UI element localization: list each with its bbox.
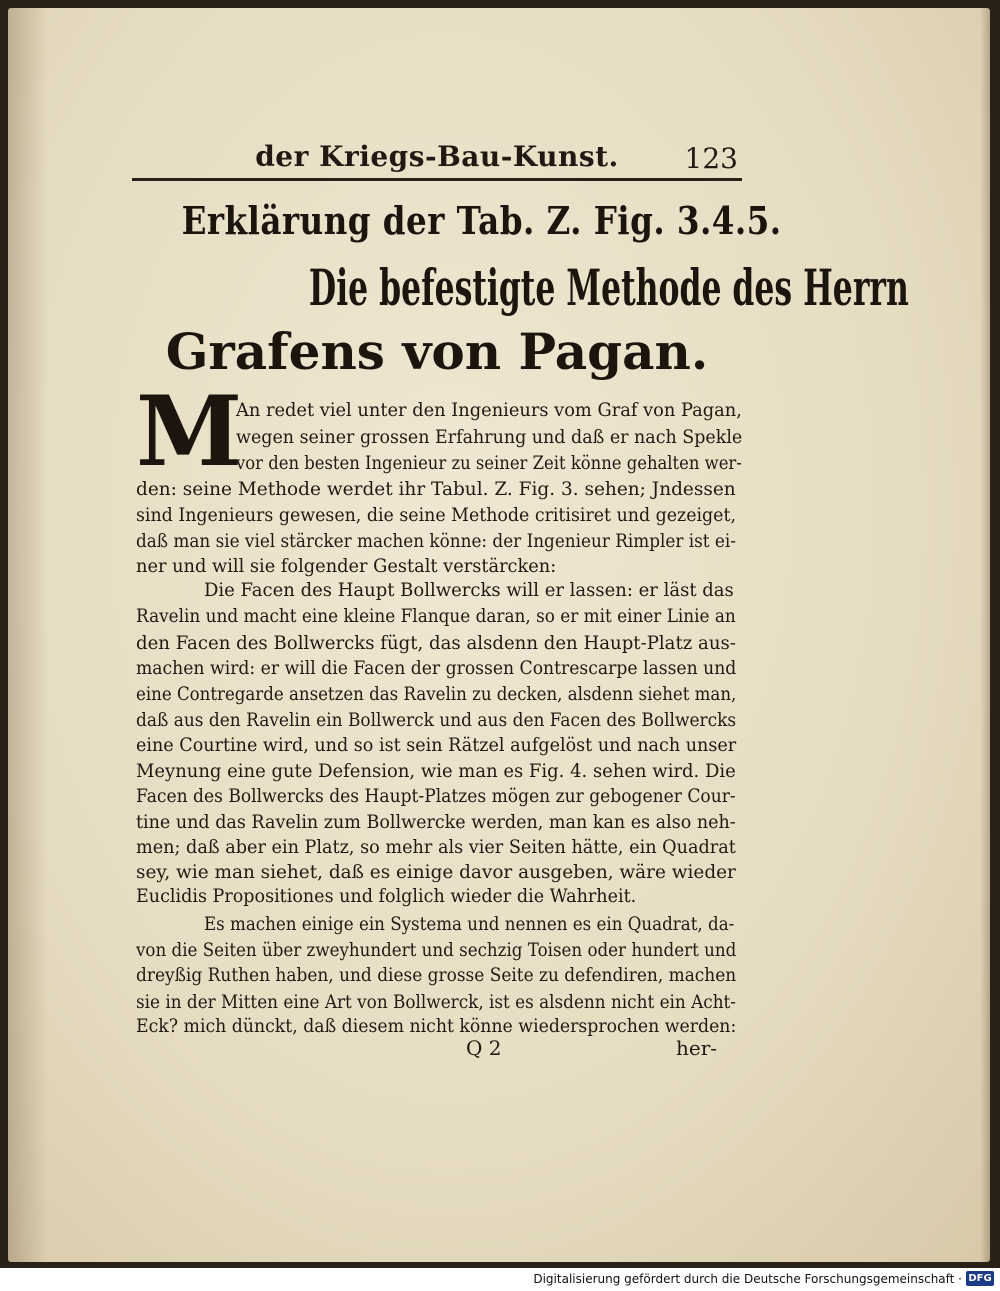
page-number: 123 bbox=[684, 142, 738, 175]
text-line: Die Facen des Haupt Bollwercks will er lassen: er läst das bbox=[204, 579, 734, 601]
funding-credit: Digitalisierung gefördert durch die Deutsche Forschungsgemeinschaft · bbox=[533, 1272, 962, 1286]
heading-method-line2-text: Grafens von Pagan. bbox=[165, 322, 709, 381]
heading-method-line1-text: Die befestigte Methode des Herrn bbox=[308, 258, 909, 317]
header-rule bbox=[132, 178, 742, 181]
text-line: Meynung eine gute Defension, wie man es Fig. 4. sehen wird. Die bbox=[136, 760, 736, 782]
page-edge-shadow bbox=[980, 8, 990, 1262]
text-line: von die Seiten über zweyhundert und sechzig Toisen oder hundert und bbox=[136, 939, 737, 961]
text-line: den: seine Methode werdet ihr Tabul. Z. Fig. 3. sehen; Jndessen bbox=[136, 478, 736, 500]
heading-method-line1 bbox=[132, 258, 909, 317]
page-gutter-shadow bbox=[8, 8, 48, 1262]
text-line: sie in der Mitten eine Art von Bollwerck, ist es alsdenn nicht ein Acht- bbox=[136, 991, 737, 1013]
text-line: men; daß aber ein Platz, so mehr als vier Seiten hätte, ein Quadrat bbox=[136, 836, 736, 858]
text-line: tine und das Ravelin zum Bollwercke werden, man kan es also neh- bbox=[136, 811, 736, 833]
page-header bbox=[132, 136, 742, 180]
text-line: Eck? mich dünckt, daß diesem nicht könne wiedersprochen werden: bbox=[136, 1015, 737, 1037]
text-line: sind Ingenieurs gewesen, die seine Methode critisiret und gezeiget, bbox=[136, 504, 736, 526]
running-head bbox=[132, 140, 742, 173]
drop-cap: M bbox=[136, 375, 243, 488]
text-line: wegen seiner grossen Erfahrung und daß er nach Spekle bbox=[236, 426, 743, 448]
text-line: Facen des Bollwercks des Haupt-Platzes mögen zur gebogener Cour- bbox=[136, 785, 736, 807]
text-line: Es machen einige ein Systema und nennen es ein Quadrat, da- bbox=[204, 913, 735, 935]
catchword: her- bbox=[676, 1036, 718, 1060]
footer-bar bbox=[0, 1268, 1000, 1291]
text-line: daß aus den Ravelin ein Bollwerck und aus den Facen des Bollwercks bbox=[136, 709, 737, 731]
running-head-text: der Kriegs-Bau-Kunst. bbox=[255, 140, 619, 173]
text-line: eine Contregarde ansetzen das Ravelin zu decken, alsdenn siehet man, bbox=[136, 683, 737, 705]
text-line: daß man sie viel stärcker machen könne: der Ingenieur Rimpler ist ei- bbox=[136, 530, 736, 552]
text-line: ner und will sie folgender Gestalt verstärcken: bbox=[136, 555, 557, 577]
heading-method-line2 bbox=[132, 322, 742, 381]
heading-explanation bbox=[132, 198, 782, 243]
text-line: An redet viel unter den Ingenieurs vom Graf von Pagan, bbox=[236, 399, 742, 421]
text-line: sey, wie man siehet, daß es einige davor ausgeben, wäre wieder bbox=[136, 861, 736, 883]
dfg-logo: DFG bbox=[966, 1271, 994, 1286]
text-line: eine Courtine wird, und so ist sein Rätzel aufgelöst und nach unser bbox=[136, 734, 737, 756]
heading-explanation-text: Erklärung der Tab. Z. Fig. 3.4.5. bbox=[181, 198, 782, 243]
text-line: den Facen des Bollwercks fügt, das alsdenn den Haupt-Platz aus- bbox=[136, 632, 736, 654]
text-line: Ravelin und macht eine kleine Flanque daran, so er mit einer Linie an bbox=[136, 605, 736, 627]
text-line: machen wird: er will die Facen der grossen Contrescarpe lassen und bbox=[136, 657, 737, 679]
text-line: dreyßig Ruthen haben, und diese grosse Seite zu defendiren, machen bbox=[136, 964, 737, 986]
text-line: Euclidis Propositiones und folglich wieder die Wahrheit. bbox=[136, 885, 637, 907]
text-line: vor den besten Ingenieur zu seiner Zeit könne gehalten wer- bbox=[236, 452, 742, 474]
signature-mark: Q 2 bbox=[466, 1036, 502, 1060]
